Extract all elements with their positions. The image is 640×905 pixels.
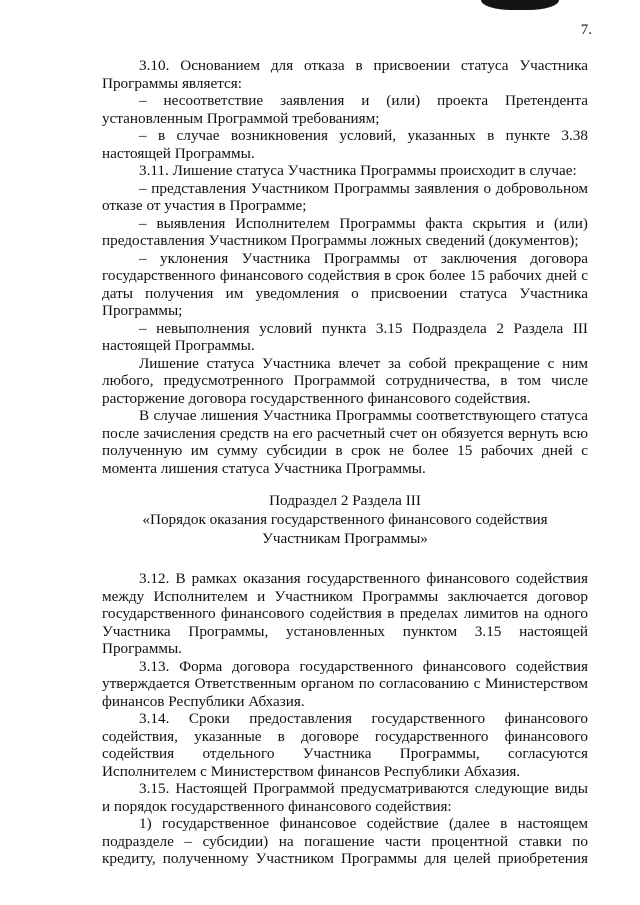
paragraph: В случае лишения Участника Программы соответствующего статуса после зачисления средств на его расчетный счет он обязуется вернуть всю полученную им сумму субсидии в срок не более 15 рабочих дней с момента лишения статуса Участника Программы. <box>102 407 588 477</box>
list-item: – представления Участником Программы заявления о добровольном отказе от участия в Программе; <box>102 179 588 214</box>
heading-line: Подраздел 2 Раздела III <box>269 492 421 509</box>
paragraph-3-13: 3.13. Форма договора государственного финансового содействия утверждается Ответственным органом по согласованию с Министерством финансов Республики Абхазия. <box>102 657 588 710</box>
list-item: – несоответствие заявления и (или) проекта Претендента установленным Программой требованиям; <box>102 92 588 127</box>
page-number: 7. <box>580 22 592 38</box>
list-item: – выявления Исполнителем Программы факта скрытия и (или) предоставления Участником Программы ложных сведений (документов); <box>102 214 588 249</box>
heading-line: «Порядок оказания государственного финансового содействия <box>142 511 548 528</box>
paragraph-3-12: 3.12. В рамках оказания государственного финансового содействия между Исполнителем и Участником Программы заключается договор государственного финансового содействия в пределах лимитов на одного Участника Программы, установленных пунктом 3.15 настоящей Программы. <box>102 570 588 657</box>
paragraph-3-10: 3.10. Основанием для отказа в присвоении статуса Участника Программы является: <box>102 57 588 92</box>
heading-line: Участникам Программы» <box>262 530 428 547</box>
paragraph-3-15: 3.15. Настоящей Программой предусматриваются следующие виды и порядок государственного финансового содействия: <box>102 780 588 815</box>
scan-mark <box>481 0 559 10</box>
list-item: – невыполнения условий пункта 3.15 Подраздела 2 Раздела III настоящей Программы. <box>102 319 588 354</box>
list-item: – в случае возникновения условий, указанных в пункте 3.38 настоящей Программы. <box>102 127 588 162</box>
paragraph-3-14: 3.14. Сроки предоставления государственного финансового содействия, указанные в договоре государственного финансового содействия отдельного Участника Программы, согласуются Исполнителем с Министерством финансов Республики Абхазия. <box>102 710 588 780</box>
list-item: – уклонения Участника Программы от заключения договора государственного финансового содействия в срок более 15 рабочих дней с даты получения им уведомления о присвоении статуса Участника Программы; <box>102 249 588 319</box>
list-item: 1) государственное финансовое содействие (далее в настоящем подразделе – субсидии) на погашение части процентной ставки по кредиту, полученному Участником Программы для целей приобретения <box>102 815 588 867</box>
document-body <box>102 57 588 868</box>
paragraph-3-11: 3.11. Лишение статуса Участника Программы происходит в случае: <box>139 162 577 179</box>
paragraph: Лишение статуса Участника влечет за собой прекращение с ним любого, предусмотренного Программой сотрудничества, в том числе расторжение договора государственного финансового содействия. <box>102 354 588 407</box>
subsection-heading <box>102 491 588 548</box>
